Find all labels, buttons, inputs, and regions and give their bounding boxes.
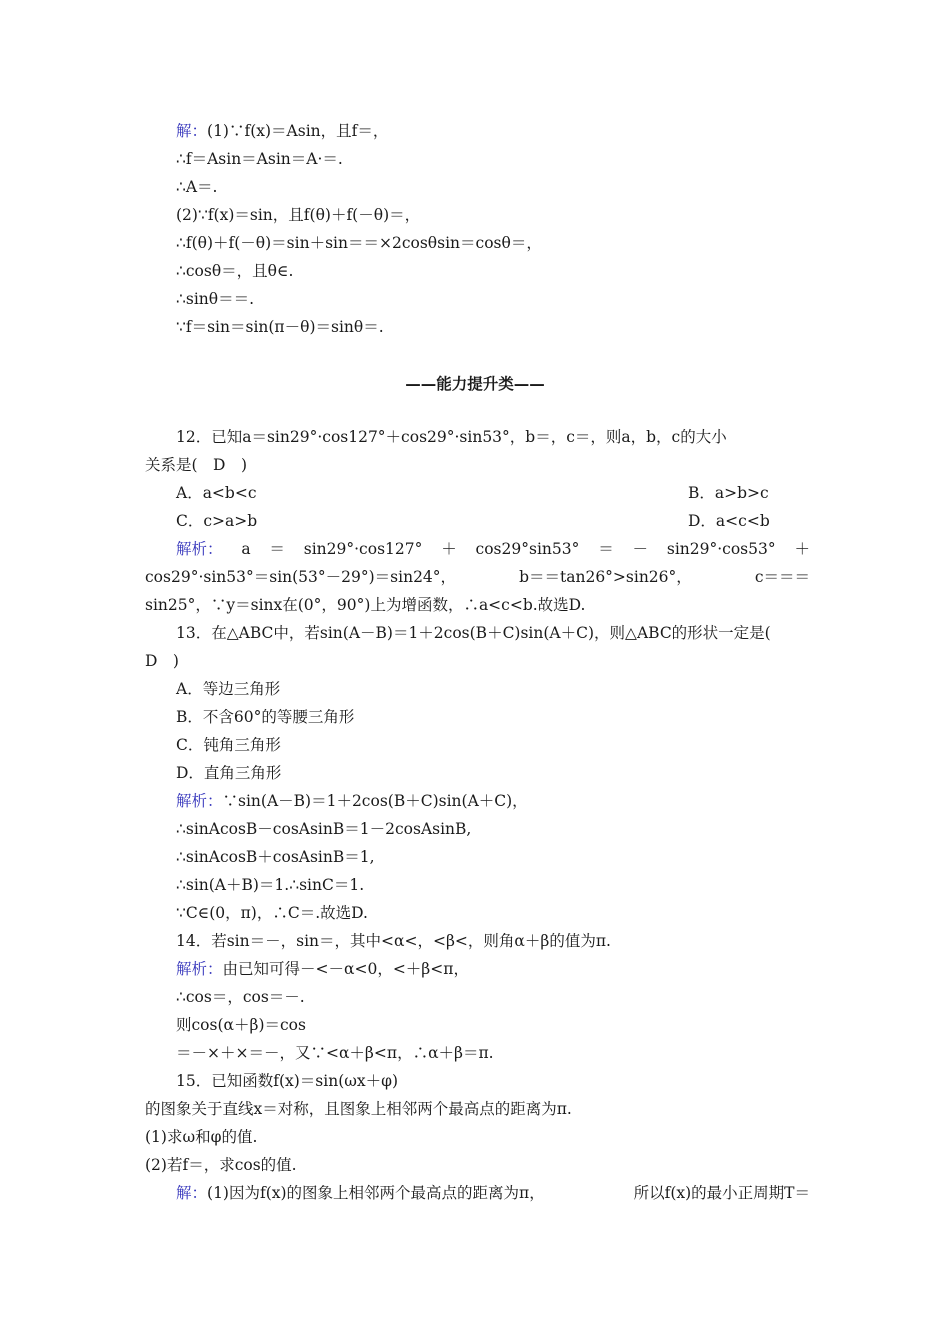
q13-solution-line-1 [176, 791, 841, 811]
q12-sol-fragment: sin29°·cos127° [303, 540, 423, 558]
solution-label: 解析： [176, 960, 223, 978]
q12-sol-fragment: sin29°·cos53° [666, 540, 776, 558]
q14-solution-text: 由已知可得－<－α<0，<＋β<π， [222, 960, 469, 978]
solution-label: 解析： [176, 792, 223, 810]
q13-solution-line-2: ∴sinAcosB－cosAsinB＝1－2cosAsinB, [176, 820, 472, 838]
q12-sol-fragment: a [241, 540, 251, 558]
q12-option-d: D．a<c<b [688, 512, 770, 530]
section-title: ——能力提升类—— [405, 375, 545, 393]
q15-stem-line-1: 15．已知函数f(x)＝sin(ωx＋φ) [176, 1072, 399, 1090]
q13-stem-line-2: D ) [145, 652, 179, 670]
sol11-line-5: ∴f(θ)＋f(－θ)＝sin＋sin＝＝×2cosθsin＝cosθ＝， [176, 234, 542, 252]
q13-stem-line-1: 13．在△ABC中，若sin(A－B)＝1＋2cos(B＋C)sin(A＋C)，则△ABC的形状一定是( [176, 624, 771, 642]
sol11-line-8: ∵f＝sin＝sin(π－θ)＝sinθ＝. [176, 318, 384, 336]
sol11-line-1-text: (1)∵f(x)＝Asin，且f＝， [207, 122, 389, 140]
q12-sol-fragment: ＋ [794, 540, 810, 558]
q13-solution-line-4: ∴sin(A＋B)＝1.∴sinC＝1. [176, 876, 365, 894]
q15-sol-fragment: 所以f(x)的最小正周期T＝ [633, 1184, 810, 1202]
q13-solution-text: ∵sin(A－B)＝1＋2cos(B＋C)sin(A＋C)， [222, 792, 528, 810]
q15-solution-line-1 [176, 1183, 810, 1203]
q12-options-row-2 [176, 511, 841, 531]
q14-solution-line-3: 则cos(α＋β)＝cos [176, 1016, 306, 1034]
sol11-line-1 [176, 121, 841, 141]
q15-sol-fragment: (1)因为f(x)的图象上相邻两个最高点的距离为π， [207, 1184, 545, 1202]
q12-sol-fragment: ＝ [598, 540, 614, 558]
q12-stem-line-1: 12．已知a＝sin29°·cos127°＋cos29°·sin53°，b＝，c＝，则a，b，c的大小 [176, 428, 727, 446]
sol11-line-6: ∴cosθ＝，且θ∈. [176, 262, 294, 280]
sol11-line-3: ∴A＝. [176, 178, 218, 196]
solution-label: 解： [176, 1184, 208, 1202]
q12-sol-fragment: c＝＝＝ [754, 568, 810, 586]
q12-sol-fragment: cos29°·sin53°＝sin(53°－29°)＝sin24°， [145, 568, 457, 586]
solution-label: 解析： [176, 540, 223, 558]
q12-sol-fragment: cos29°sin53° [475, 540, 580, 558]
q13-option-b: B．不含60°的等腰三角形 [176, 708, 355, 726]
q12-stem-line-2: 关系是( D ) [145, 456, 248, 474]
sol11-line-4: (2)∵f(x)＝sin，且f(θ)＋f(－θ)＝， [176, 206, 421, 224]
q12-sol-fragment: ＋ [441, 540, 457, 558]
q13-option-d: D．直角三角形 [176, 764, 282, 782]
q13-option-c: C．钝角三角形 [176, 736, 281, 754]
q12-solution-line-2 [145, 567, 810, 587]
q13-option-a: A．等边三角形 [176, 680, 281, 698]
q12-option-a: A．a<b<c [176, 484, 257, 502]
q12-options-row-1 [176, 483, 841, 503]
q15-part-2: (2)若f＝，求cos的值. [145, 1156, 297, 1174]
q12-option-c: C．c>a>b [176, 512, 258, 530]
q12-sol-fragment: － [632, 540, 649, 558]
q14-solution-line-4: ＝－×＋×＝－，又∵<α＋β<π，∴α＋β＝π. [176, 1044, 494, 1062]
solution-label: 解： [176, 122, 208, 140]
q12-sol-fragment: ＝ [269, 540, 285, 558]
sol11-line-7: ∴sinθ＝＝. [176, 290, 255, 308]
q12-solution-line-3: sin25°，∵y＝sinx在(0°，90°)上为增函数，∴a<c<b.故选D. [145, 596, 586, 614]
q12-sol-fragment: b＝＝tan26°>sin26°， [519, 568, 692, 586]
q15-stem-line-2: 的图象关于直线x＝对称，且图象上相邻两个最高点的距离为π. [145, 1100, 572, 1118]
q14-stem: 14．若sin＝－，sin＝，其中<α<，<β<，则角α＋β的值为π. [176, 932, 611, 950]
sol11-line-2: ∴f＝Asin＝Asin＝A·＝. [176, 150, 343, 168]
q14-solution-line-2: ∴cos＝，cos＝－. [176, 988, 305, 1006]
q13-solution-line-5: ∵C∈(0，π)，∴C＝.故选D. [176, 904, 368, 922]
q12-option-b: B．a>b>c [688, 484, 769, 502]
q12-solution-line-1 [176, 539, 810, 559]
q15-part-1: (1)求ω和φ的值. [145, 1128, 258, 1146]
q13-solution-line-3: ∴sinAcosB＋cosAsinB＝1, [176, 848, 375, 866]
q14-solution-line-1 [176, 959, 841, 979]
